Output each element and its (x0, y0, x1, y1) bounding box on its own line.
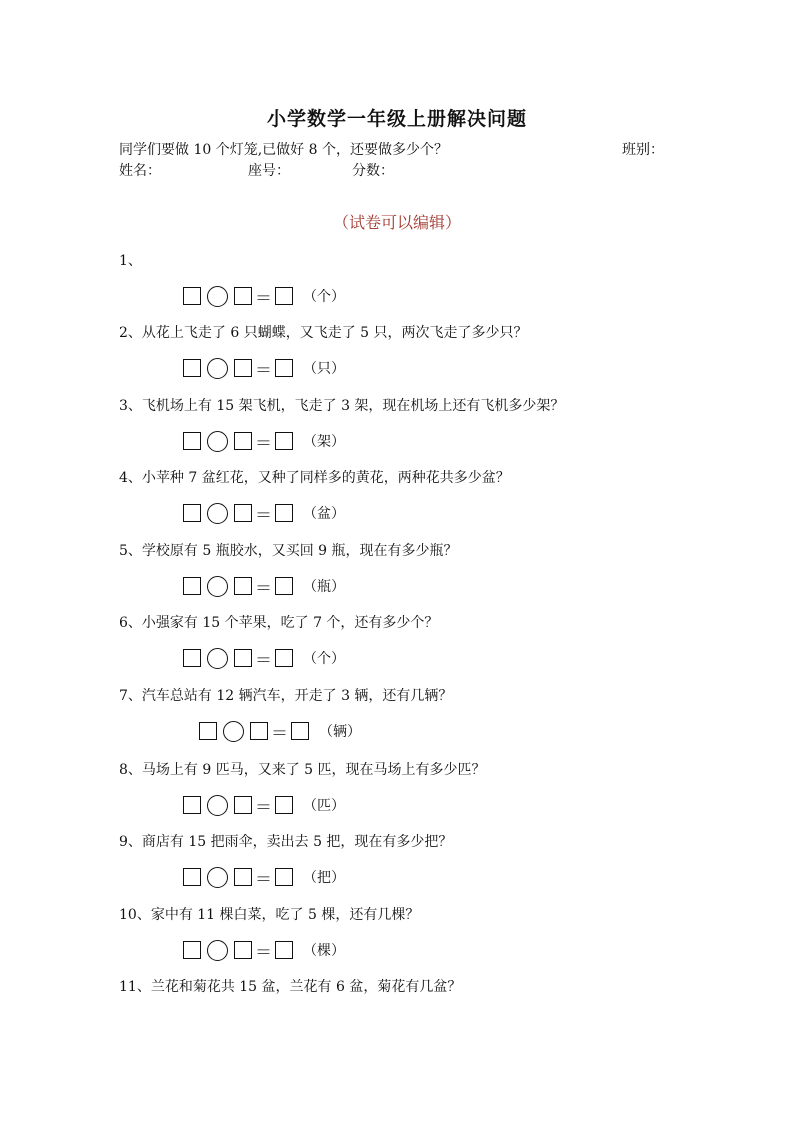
question-text: 6、小强家有 15 个苹果，吃了 7 个，还有多少个？ (119, 615, 439, 631)
operator-circle[interactable] (207, 431, 228, 452)
unit-label: （瓶） (303, 579, 345, 595)
answer-equation (183, 574, 345, 598)
result-box[interactable] (275, 287, 293, 305)
answer-box[interactable] (183, 432, 201, 450)
answer-equation (183, 865, 345, 889)
question-text: 4、小苹种 7 盆红花，又种了同样多的黄花，两种花共多少盆？ (119, 470, 510, 486)
equals-sign: ＝ (255, 578, 272, 599)
question-text: 9、商店有 15 把雨伞，卖出去 5 把，现在有多少把？ (119, 834, 453, 850)
operator-circle[interactable] (207, 940, 228, 961)
answer-box[interactable] (183, 577, 201, 595)
answer-box[interactable] (183, 649, 201, 667)
answer-equation (199, 719, 361, 743)
answer-box[interactable] (234, 796, 252, 814)
equals-sign: ＝ (255, 797, 272, 818)
answer-box[interactable] (234, 287, 252, 305)
result-box[interactable] (275, 649, 293, 667)
question-text: 10、家中有 11 棵白菜，吃了 5 棵，还有几棵？ (119, 907, 420, 923)
unit-label: （个） (303, 289, 345, 305)
unit-label: （盆） (303, 506, 345, 522)
answer-box[interactable] (234, 504, 252, 522)
operator-circle[interactable] (207, 576, 228, 597)
answer-equation (183, 284, 345, 308)
result-box[interactable] (275, 577, 293, 595)
equals-sign: ＝ (255, 942, 272, 963)
question-text: 8、马场上有 9 匹马，又来了 5 匹，现在马场上有多少匹？ (119, 762, 486, 778)
answer-equation (183, 646, 345, 670)
result-box[interactable] (275, 504, 293, 522)
answer-box[interactable] (183, 359, 201, 377)
question-text: 3、飞机场上有 15 架飞机，飞走了 3 架，现在机场上还有飞机多少架？ (119, 398, 565, 414)
question-text: 2、从花上飞走了 6 只蝴蝶，又飞走了 5 只，两次飞走了多少只？ (119, 325, 528, 341)
class-label: 班别： (622, 142, 664, 158)
result-box[interactable] (275, 432, 293, 450)
operator-circle[interactable] (207, 648, 228, 669)
unit-label: （辆） (319, 724, 361, 740)
answer-box[interactable] (234, 868, 252, 886)
name-label: 姓名： (119, 163, 161, 179)
equals-sign: ＝ (255, 360, 272, 381)
answer-box[interactable] (183, 868, 201, 886)
answer-box[interactable] (199, 722, 217, 740)
page-title: 小学数学一年级上册解决问题 (266, 108, 527, 130)
operator-circle[interactable] (207, 358, 228, 379)
unit-label: （把） (303, 870, 345, 886)
equals-sign: ＝ (255, 433, 272, 454)
equals-sign: ＝ (255, 869, 272, 890)
unit-label: （棵） (303, 943, 345, 959)
operator-circle[interactable] (207, 867, 228, 888)
operator-circle[interactable] (207, 286, 228, 307)
answer-box[interactable] (183, 941, 201, 959)
answer-box[interactable] (183, 796, 201, 814)
operator-circle[interactable] (207, 503, 228, 524)
operator-circle[interactable] (207, 795, 228, 816)
question-text: 7、汽车总站有 12 辆汽车，开走了 3 辆，还有几辆？ (119, 688, 453, 704)
unit-label: （匹） (303, 798, 345, 814)
equals-sign: ＝ (255, 650, 272, 671)
unit-label: （个） (303, 651, 345, 667)
unit-label: （只） (303, 361, 345, 377)
answer-box[interactable] (234, 941, 252, 959)
result-box[interactable] (291, 722, 309, 740)
seat-label: 座号： (248, 163, 290, 179)
answer-box[interactable] (234, 649, 252, 667)
editable-note: （试卷可以编辑） (332, 213, 461, 232)
result-box[interactable] (275, 868, 293, 886)
result-box[interactable] (275, 359, 293, 377)
answer-equation (183, 429, 345, 453)
answer-box[interactable] (234, 577, 252, 595)
question-text: 1、 (119, 253, 142, 269)
answer-box[interactable] (250, 722, 268, 740)
intro-text: 同学们要做 10 个灯笼,已做好 8 个，还要做多少个？ (119, 142, 448, 158)
result-box[interactable] (275, 796, 293, 814)
answer-box[interactable] (234, 432, 252, 450)
equals-sign: ＝ (271, 723, 288, 744)
operator-circle[interactable] (223, 721, 244, 742)
equals-sign: ＝ (255, 288, 272, 309)
answer-equation (183, 356, 345, 380)
equals-sign: ＝ (255, 505, 272, 526)
answer-box[interactable] (234, 359, 252, 377)
answer-equation (183, 938, 345, 962)
unit-label: （架） (303, 434, 345, 450)
question-text: 11、兰花和菊花共 15 盆，兰花有 6 盆，菊花有几盆？ (119, 979, 462, 995)
answer-box[interactable] (183, 287, 201, 305)
answer-box[interactable] (183, 504, 201, 522)
answer-equation (183, 793, 345, 817)
question-text: 5、学校原有 5 瓶胶水，又买回 9 瓶，现在有多少瓶？ (119, 543, 458, 559)
answer-equation (183, 501, 345, 525)
result-box[interactable] (275, 941, 293, 959)
score-label: 分数： (352, 163, 394, 179)
